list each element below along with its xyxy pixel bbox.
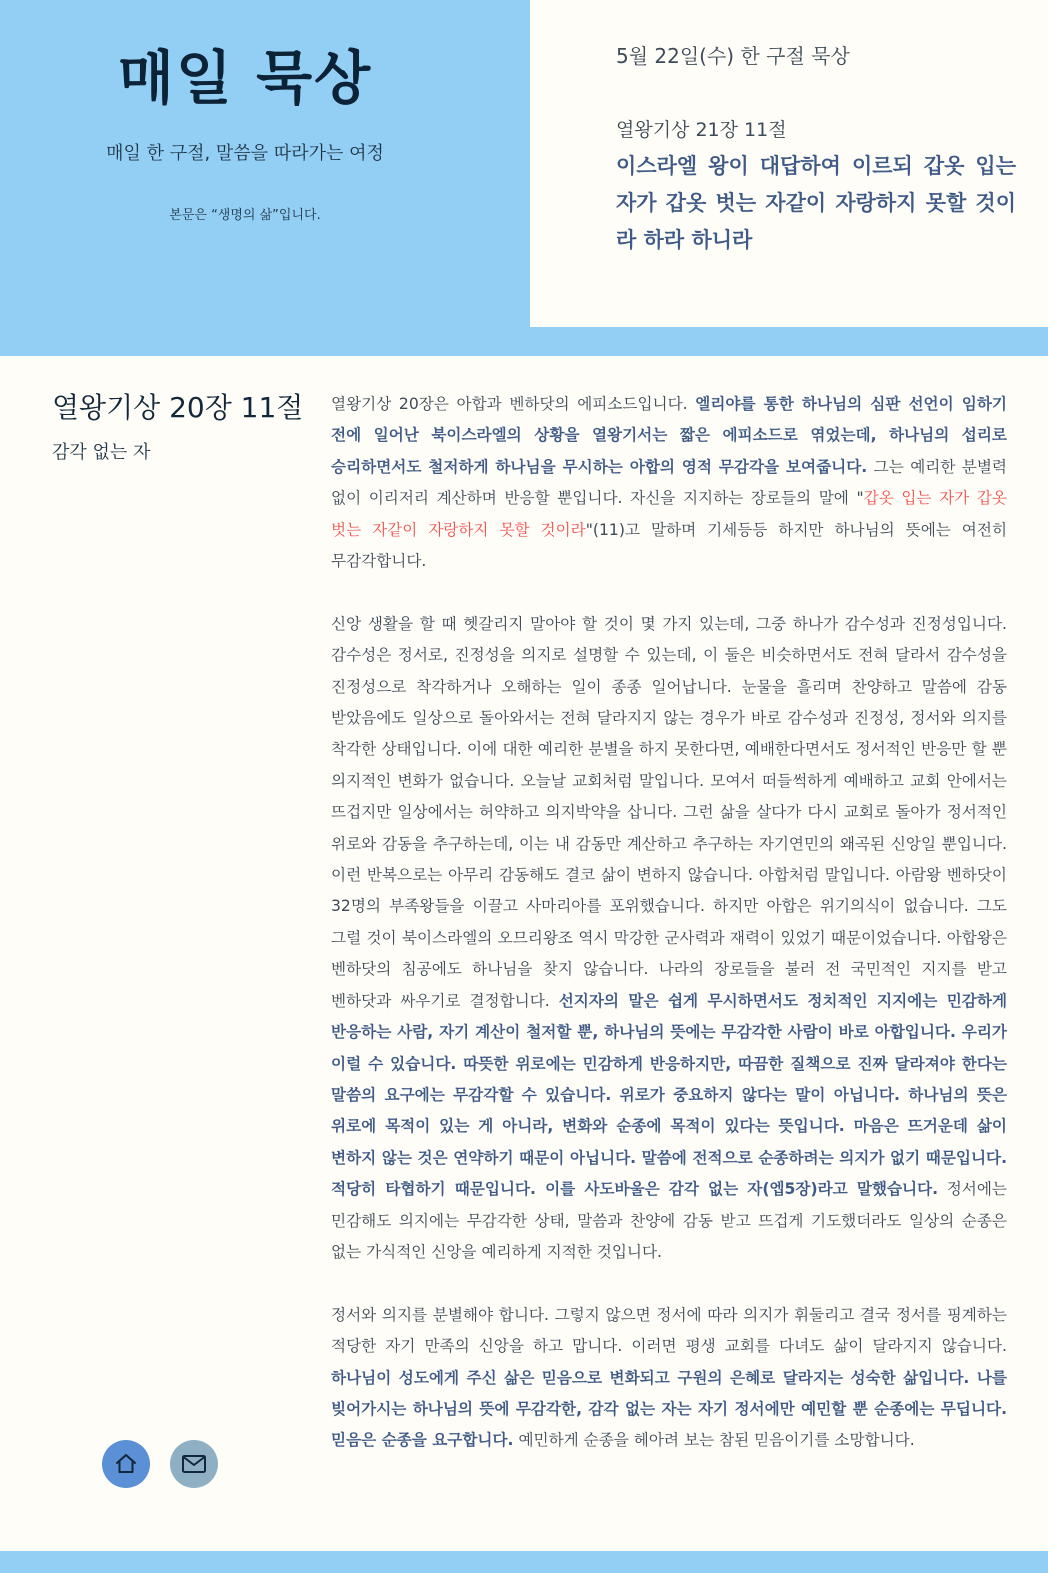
paragraph-text: "(11)고 말하며 기세등등 하지만 하나님의 뜻에는 여전히 무감각합니다. (331, 520, 1008, 571)
paragraph-text: 그는 예리한 분별력 없이 이리저리 계산하며 반응할 뿐입니다. 자신을 지지하는 장로들의 말에 " (331, 457, 1007, 508)
verse-reference: 열왕기상 21장 11절 (616, 119, 787, 141)
verse-date: 5월 22일(수) 한 구절 묵상 (616, 44, 850, 68)
verse-text: 이스라엘 왕이 대답하여 이르되 갑옷 입는 자가 갑옷 벗는 자같이 자랑하지 못할 것이라 하라 하니라 (616, 154, 1016, 252)
site-branding (0, 0, 530, 356)
hero-banner (0, 0, 1048, 356)
mail-icon (181, 1454, 207, 1474)
emphasized-text: 하나님이 성도에게 주신 삶은 믿음으로 변화되고 구원의 은혜로 달라지는 성숙한 삶입니다. 나를 빚어가시는 하나님의 뜻에 무감각한, 감각 없는 자는 자기 정서에만 예민할 뿐 순종에는 무딥니다. 믿음은 순종을 요구합니다. (331, 1368, 1007, 1450)
emphasized-text: 선지자의 말은 쉽게 무시하면서도 정치적인 지지에는 민감하게 반응하는 사람, 자기 계산이 철저할 뿐, 하나님의 뜻에는 무감각한 사람이 바로 아합입니다. 우리가 이럴 수 있습니다. 따뜻한 위로에는 민감하게 반응하지만, 따끔한 질책으로 진짜 달라져야 한다는 말씀의 요구에는 무감각할 수 있습니다. 위로가 중요하지 않다는 말이 아닙니다. 하나님의 뜻은 위로에 목적이 있는 게 아니라, 변화와 순종에 목적이 있다는 뜻입니다. 마음은 뜨거운데 삶이 변하지 않는 것은 연약하기 때문이 아닙니다. 말씀에 전적으로 순종하려는 의지가 없기 때문입니다. 적당히 타협하기 때문입니다. 이를 사도바울은 감각 없는 자(엡5장)라고 말했습니다. (331, 991, 1008, 1199)
footer-bar (0, 1551, 1048, 1573)
article-paragraph (331, 609, 1007, 1269)
meditation-article (331, 389, 1007, 1488)
site-subtitle: 매일 한 구절, 말씀을 따라가는 여정 (106, 143, 384, 164)
site-title[interactable]: 매일 묵상 (117, 44, 373, 112)
home-button[interactable] (102, 1440, 150, 1488)
mail-button[interactable] (170, 1440, 218, 1488)
emphasized-text: 엘리야를 통한 하나님의 심판 선언이 임하기 전에 일어난 북이스라엘의 상황을 열왕기서는 짧은 에피소드로 엮었는데, 하나님의 섭리로 승리하면서도 철저하게 하나님을 무시하는 아합의 영적 무감각을 보여줍니다. (331, 395, 1007, 476)
paragraph-text: 예민하게 순종을 헤아려 보는 참된 믿음이기를 소망합니다. (513, 1431, 915, 1450)
daily-verse-card (530, 0, 1048, 327)
home-icon (114, 1452, 138, 1476)
paragraph-text: 열왕기상 20장은 아합과 벤하닷의 에피소드입니다. (331, 395, 696, 413)
article-paragraph (331, 389, 1007, 577)
article-paragraph (331, 1300, 1007, 1457)
paragraph-text: 정서에는 민감해도 의지에는 무감각한 상태, 말씀과 찬양에 감동 받고 뜨겁게 기도했더라도 일상의 순종은 없는 가식적인 신앙을 예리하게 지적한 것입니다. (331, 1180, 1007, 1261)
post-subtitle: 감각 없는 자 (52, 442, 151, 463)
paragraph-text: 정서와 의지를 분별해야 합니다. 그렇지 않으면 정서에 따라 의지가 휘둘리고 결국 정서를 핑계하는 적당한 자기 만족의 신앙을 하고 맙니다. 이러면 평생 교회를 다녀도 삶이 달라지지 않습니다. (331, 1305, 1007, 1356)
paragraph-text: 신앙 생활을 할 때 헷갈리지 말아야 할 것이 몇 가지 있는데, 그중 하나가 감수성과 진정성입니다. 감수성은 정서로, 진정성을 의지로 설명할 수 있는데, 이 둘은 비슷하면서도 전혀 달라서 감수성을 진정성으로 착각하거나 오해하는 일이 종종 일어납니다. 눈물을 흘리며 찬양하고 말씀에 감동 받았음에도 일상으로 돌아와서는 전혀 달라지지 않는 경우가 바로 감수성과 진정성, 정서와 의지를 착각한 상태입니다. 이에 대한 예리한 분별을 하지 못한다면, 예배한다면서도 정서적인 반응만 할 뿐 의지적인 변화가 없습니다. 오늘날 교회처럼 말입니다. 모여서 떠들썩하게 예배하고 교회 안에서는 뜨겁지만 일상에서는 허약하고 의지박약을 삽니다. 그런 삶을 살다가 다시 교회로 돌아가 정서적인 위로와 감동을 추구하는데, 이는 내 감동만 계산하고 추구하는 자기연민의 왜곡된 신앙일 뿐입니다. 이런 반복으로는 아무리 감동해도 결코 삶이 변하지 않습니다. 아합처럼 말입니다. 아람왕 벤하닷이 32명의 부족왕들을 이끌고 사마리아를 포위했습니다. 하지만 아합은 위기의식이 없습니다. 그도 그럴 것이 북이스라엘의 오므리왕조 역시 막강한 군사력과 재력이 있었기 때문이었습니다. 아합왕은 벤하닷의 침공에도 하나님을 찾지 않습니다. 나라의 장로들을 불러 전 국민적인 지지를 받고 벤하닷과 싸우기로 결정합니다. (331, 614, 1007, 1010)
source-note: 본문은 “생명의 삶”입니다. (169, 208, 321, 223)
quoted-verse: 갑옷 입는 자가 갑옷 벗는 자같이 자랑하지 못할 것이라 (331, 489, 1007, 539)
post-title: 열왕기상 20장 11절 (52, 391, 304, 424)
